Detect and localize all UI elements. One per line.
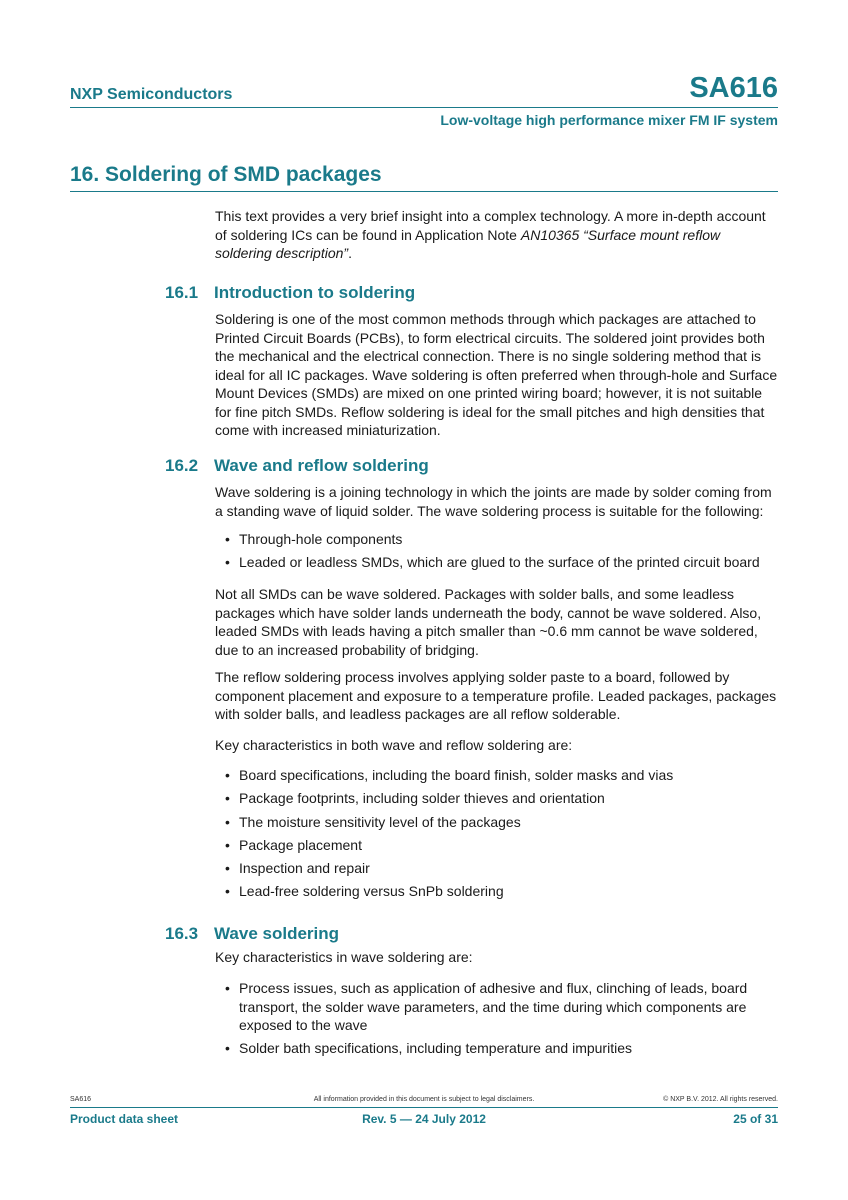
paragraph: Not all SMDs can be wave soldered. Packages with solder balls, and some leadless packages which have solder lands underneath the body, cannot be wave soldered. Also, leaded SMDs with leads having a pitch smaller than ~0.6 mm cannot be wave soldered, due to an increased probability of bridging. <box>215 586 762 658</box>
paragraph: Key characteristics in both wave and reflow soldering are: <box>215 737 573 753</box>
paragraph: The reflow soldering process involves applying solder paste to a board, followed by component placement and exposure to a temperature profile. Leaded packages, packages with solder balls, and leadless packages are all reflow solderable. <box>215 669 777 722</box>
list-item: • Package footprints, including solder thieves and orientation <box>225 789 778 808</box>
footer-copyright: © NXP B.V. 2012. All rights reserved. <box>663 1096 778 1103</box>
list-item: • Leaded or leadless SMDs, which are glued to the surface of the printed circuit board <box>225 553 778 572</box>
paragraph: Wave soldering is a joining technology in which the joints are made by solder coming from a standing wave of liquid solder. The wave soldering process is suitable for the following: <box>215 484 772 519</box>
footer-disclaimer: All information provided in this document is subject to legal disclaimers. <box>313 1096 535 1103</box>
footer-revision: Rev. 5 — 24 July 2012 <box>362 1112 486 1126</box>
subsection-16-3-heading <box>165 924 339 944</box>
subsection-16-2-body-4 <box>215 736 778 755</box>
intro-end: . <box>348 245 352 261</box>
subsection-number: 16.3 <box>165 924 199 943</box>
bullet-list <box>225 766 778 906</box>
bullet-list <box>225 979 778 1063</box>
list-item: • Inspection and repair <box>225 859 778 878</box>
subsection-16-3-body <box>215 948 778 967</box>
section-title: 16. Soldering of SMD packages <box>70 163 382 186</box>
page-number: 25 of 31 <box>733 1112 778 1126</box>
subsection-16-1-heading <box>165 283 415 303</box>
list-item: • Process issues, such as application of adhesive and flux, clinching of leads, board transport, the solder wave parameters, and the time during which components are exposed to the wave <box>225 979 778 1035</box>
intro-text: This text provides a very brief insight into a complex technology. A more in-depth account of soldering ICs can be found in Application Note <box>215 208 766 243</box>
list-item: • Lead-free soldering versus SnPb soldering <box>225 882 778 901</box>
paragraph: Key characteristics in wave soldering are: <box>215 949 473 965</box>
subsection-16-2-body-1 <box>215 483 778 520</box>
subsection-16-1-body <box>215 310 778 440</box>
footer-doc-id: SA616 <box>70 1096 92 1103</box>
footer-divider <box>70 1107 778 1108</box>
footer-doc-type: Product data sheet <box>70 1112 179 1126</box>
list-item: • Through-hole components <box>225 530 778 549</box>
list-item: • The moisture sensitivity level of the packages <box>225 813 778 832</box>
app-note-reference: AN10365 “Surface mount reflow soldering description” <box>215 226 721 261</box>
header-divider <box>70 107 778 108</box>
list-item: • Board specifications, including the board finish, solder masks and vias <box>225 766 778 785</box>
product-name: SA616 <box>689 72 778 104</box>
subsection-16-2-body-3 <box>215 668 778 724</box>
subsection-16-2-body-2 <box>215 585 778 659</box>
paragraph: Soldering is one of the most common methods through which packages are attached to Printed Circuit Boards (PCBs), to form electrical circuits. The soldered joint provides both the mechanical and the electrical connection. There is no single soldering method that is ideal for all IC packages. Wave soldering is often preferred when through-hole and Surface Mount Devices (SMDs) are mixed on one printed wiring board; however, it is not suitable for fine pitch SMDs. Reflow soldering is ideal for the small pitches and high densities that come with increased miniaturization. <box>215 311 778 438</box>
bullet-list <box>225 530 778 577</box>
company-name: NXP Semiconductors <box>70 86 233 103</box>
subsection-title: Wave and reflow soldering <box>214 456 429 475</box>
subsection-number: 16.1 <box>165 283 199 302</box>
section-intro <box>215 207 778 263</box>
list-item: • Package placement <box>225 836 778 855</box>
subsection-title: Introduction to soldering <box>214 283 416 302</box>
subsection-number: 16.2 <box>165 456 199 475</box>
subsection-title: Wave soldering <box>214 924 340 943</box>
section-divider <box>70 191 778 192</box>
document-subtitle: Low-voltage high performance mixer FM IF system <box>440 112 778 128</box>
subsection-16-2-heading <box>165 456 429 476</box>
list-item: • Solder bath specifications, including temperature and impurities <box>225 1039 778 1058</box>
